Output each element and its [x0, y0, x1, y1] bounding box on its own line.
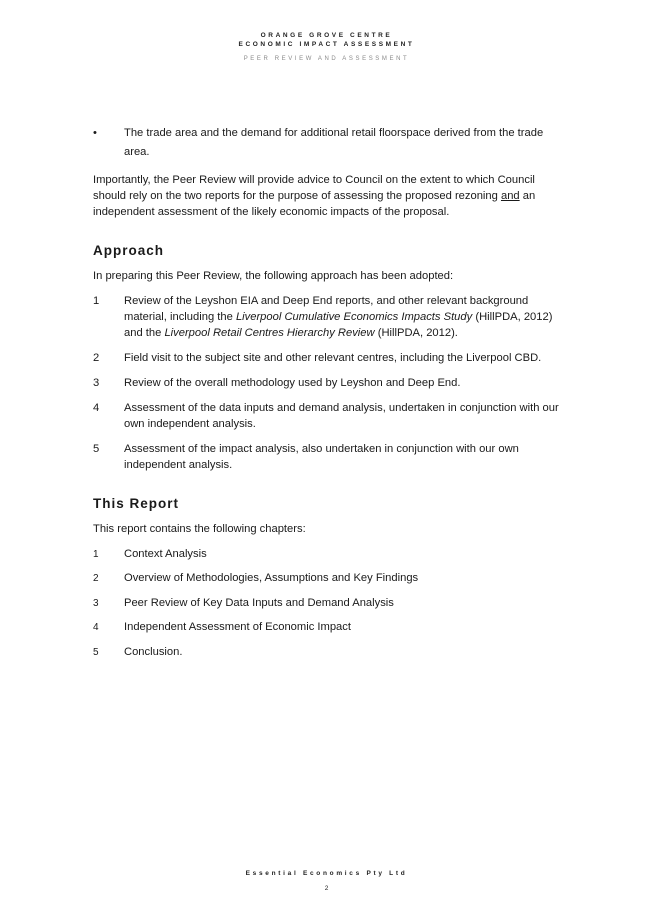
chapter-title: Overview of Methodologies, Assumptions and Key Findings: [124, 572, 419, 585]
page-footer: [0, 869, 653, 893]
page-header: [0, 31, 653, 63]
approach-item: [93, 400, 563, 432]
item-text: Assessment of the impact analysis, also undertaken in conjunction with our own independent analysis.: [124, 443, 519, 471]
review-title: Liverpool Retail Centres Hierarchy Review: [164, 327, 375, 339]
chapter-title: Peer Review of Key Data Inputs and Demand Analysis: [124, 596, 394, 609]
study-title: Liverpool Cumulative Economics Impacts Study: [235, 311, 473, 323]
item-text: (HillPDA, 2012).: [374, 327, 458, 339]
item-text: Review of the overall methodology used by Leyshon and Deep End.: [124, 377, 461, 389]
approach-intro: In preparing this Peer Review, the following approach has been adopted:: [93, 270, 454, 282]
item-number: 3: [93, 377, 100, 389]
chapter-item: [93, 546, 563, 562]
paragraph-text: an independent assessment of the likely economic impacts of the proposal.: [93, 190, 536, 218]
bullet-item: [93, 124, 563, 161]
footer-company: Essential Economics Pty Ltd: [245, 870, 408, 877]
chapter-number: 5: [93, 646, 99, 658]
this-report-heading: This Report: [93, 496, 180, 511]
chapter-item: [93, 644, 563, 660]
header-subtitle: ECONOMIC IMPACT ASSESSMENT: [238, 41, 415, 48]
approach-item: [93, 350, 563, 366]
header-section: PEER REVIEW AND ASSESSMENT: [243, 56, 410, 62]
paragraph-text: Importantly, the Peer Review will provide advice to Council on the extent to which Council should rely on the two reports for the purpose of assessing the proposed rezoning: [93, 174, 535, 202]
approach-heading: Approach: [93, 243, 165, 258]
chapter-item: [93, 595, 563, 611]
approach-item: [93, 375, 563, 391]
item-number: 2: [93, 352, 100, 364]
importantly-paragraph: [93, 172, 563, 220]
chapter-item: [93, 570, 563, 586]
header-title: ORANGE GROVE CENTRE: [260, 32, 393, 39]
item-text: (HillPDA, 2012) and the: [124, 311, 553, 339]
chapter-item: [93, 619, 563, 635]
chapter-title: Context Analysis: [124, 547, 207, 560]
chapter-number: 1: [93, 548, 99, 560]
chapter-number: 2: [93, 573, 99, 585]
chapter-title: Conclusion.: [124, 645, 183, 658]
underlined-word: and: [500, 190, 520, 202]
item-text: Field visit to the subject site and other relevant centres, including the Liverpool CBD.: [124, 352, 542, 364]
item-number: 5: [93, 443, 100, 455]
document-body: [93, 124, 563, 660]
chapter-title: Independent Assessment of Economic Impact: [124, 621, 351, 634]
chapter-number: 4: [93, 622, 99, 634]
item-text: Review of the Leyshon EIA and Deep End reports, and other relevant background material, including the: [124, 295, 529, 323]
this-report-intro: This report contains the following chapters:: [93, 523, 306, 535]
approach-list: [93, 293, 563, 473]
page-number: 2: [324, 885, 329, 892]
bullet-text: The trade area and the demand for additional retail floorspace derived from the trade area.: [124, 127, 544, 158]
approach-item: [93, 441, 563, 473]
bullet-icon: •: [93, 127, 97, 139]
item-number: 1: [93, 295, 100, 307]
approach-item: [93, 293, 563, 341]
item-text: Assessment of the data inputs and demand analysis, undertaken in conjunction with our own independent analysis.: [124, 402, 559, 430]
chapter-number: 3: [93, 597, 99, 609]
item-number: 4: [93, 402, 100, 414]
chapter-list: [93, 546, 563, 660]
